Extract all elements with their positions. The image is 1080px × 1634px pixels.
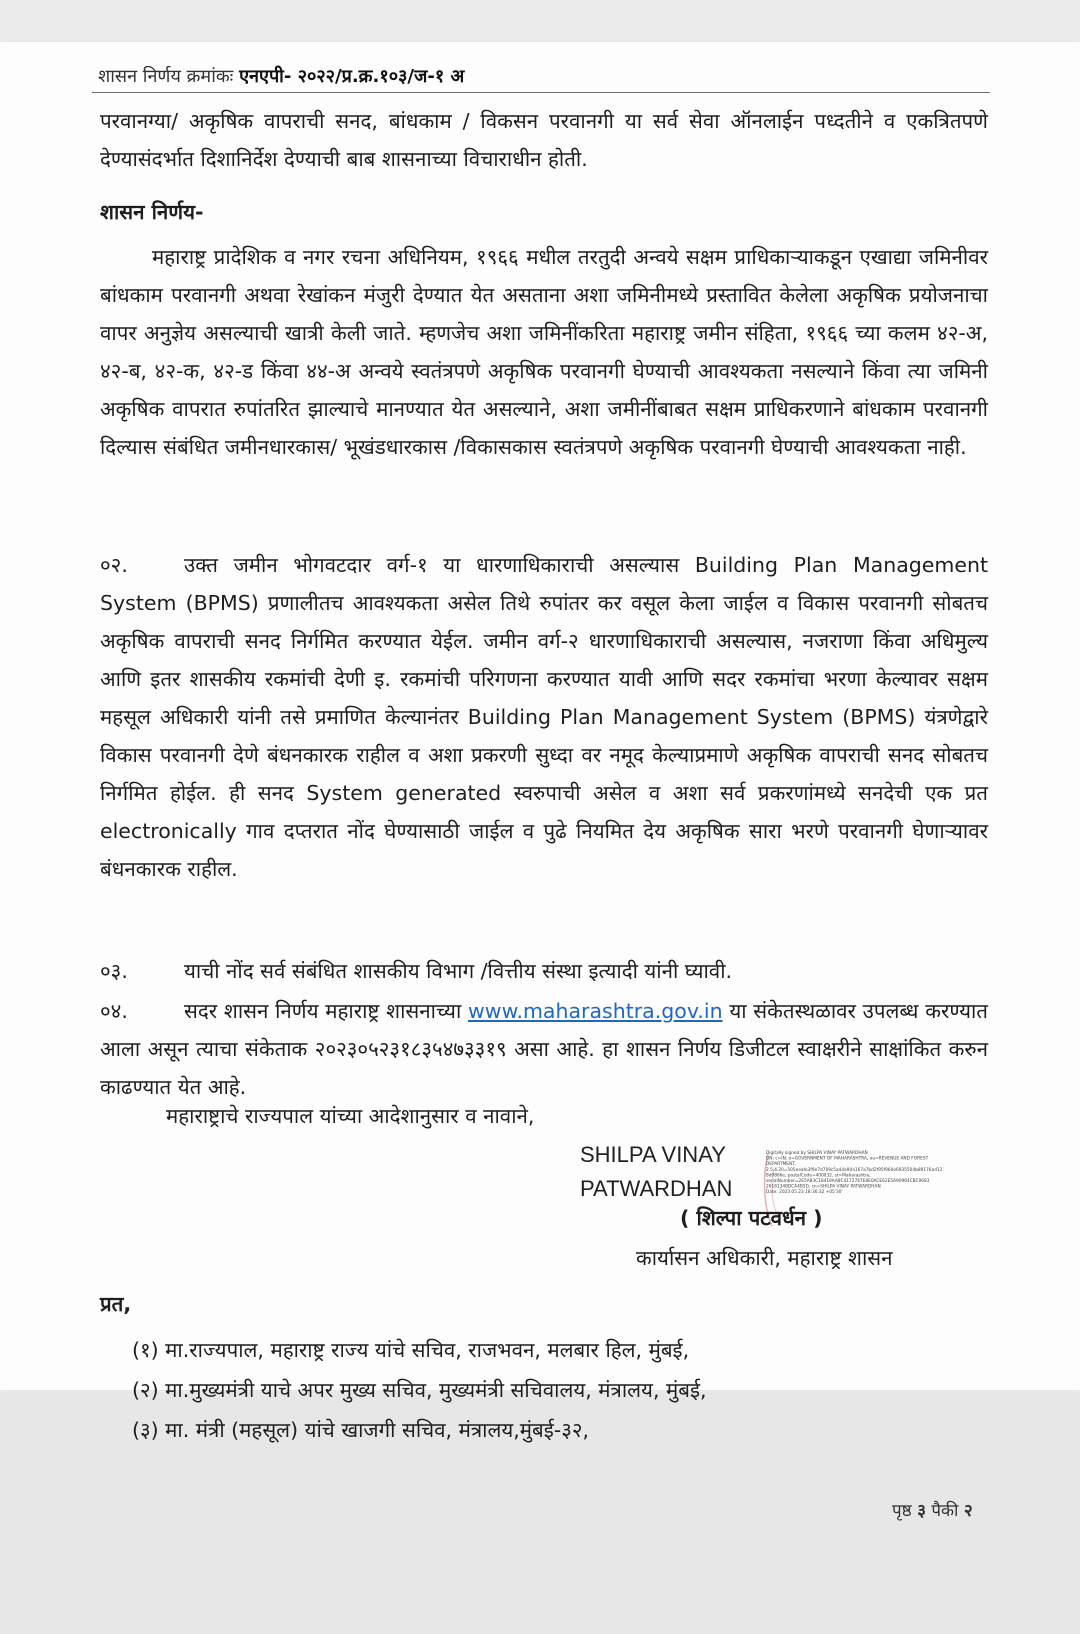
page-number-prefix: पृष्ठ <box>892 1501 912 1521</box>
clause-04 <box>100 992 988 1106</box>
gr-number: एनएपी- २०२२/प्र.क्र.१०३/ज-१ अ <box>239 66 465 87</box>
authority-line: महाराष्ट्राचे राज्यपाल यांच्या आदेशानुसार व नावाने, <box>166 1104 535 1128</box>
signature-stamp-line: 2.5.4.20=505eeafe3f9e7d709c5a44a90a167a7bd2f95f960e6935504b89176ad12 <box>766 1167 943 1173</box>
decision-paragraph: महाराष्ट्र प्रादेशिक व नगर रचना अधिनियम, १९६६ मधील तरतुदी अन्वये सक्षम प्राधिकाऱ्याकडून एखाद्या जमिनीवर बांधकाम परवानगी अथवा रेखांकन मंजुरी देण्यात येत असताना अशा जमिनीमध्ये प्रस्तावित केलेला अकृषिक प्रयोजनाचा वापर अनुज्ञेय असल्याची खात्री केली जाते. म्हणजेच अशा जमिनींकरिता महाराष्ट्र जमीन संहिता, १९६६ च्या कलम ४२-अ, ४२-ब, ४२-क, ४२-ड किंवा ४४-अ अन्वये स्वतंत्रपणे अकृषिक परवानगी घेण्याची आवश्यकता नसल्याने किंवा त्या जमिनी अकृषिक वापरात रुपांतरित झाल्याचे मानण्यात येत असल्याने, अशा जमीनींबाबत सक्षम प्राधिकरणाने बांधकाम परवानगी दिल्यास संबंधित जमीनधारकास/ भूखंडधारकास /विकासकास स्वतंत्रपणे अकृषिक परवानगी घेण्याची आवश्यकता नाही. <box>100 245 988 459</box>
website-link[interactable]: www.maharashtra.gov.in <box>468 999 723 1023</box>
signatory-designation: कार्यासन अधिकारी, महाराष्ट्र शासन <box>636 1246 893 1270</box>
signature-stamp-line: DN: c=IN, o=GOVERNMENT OF MAHARASHTRA, ou=REVENUE AND FOREST <box>766 1156 929 1162</box>
intro-paragraph: परवानग्या/ अकृषिक वापराची सनद, बांधकाम / विकसन परवानगी या सर्व सेवा ऑनलाईन पध्दतीने व एकत्रितपणे देण्यासंदर्भात दिशानिर्देश देण्याची बाब शासनाच्या विचाराधीन होती. <box>100 109 988 171</box>
signature-stamp-line: 26161348DCA4B5D, cn=SHILPA VINAY PATWARDHAN <box>766 1184 881 1190</box>
document-header <box>98 64 988 88</box>
signature-stamp-line: Date: 2023.05.23 18:36:32 +05'30' <box>766 1190 843 1196</box>
signature-stamp-line: Digitally signed by SHILPA VINAY PATWARDHAN <box>766 1151 868 1156</box>
page-number-middle: पैकी <box>931 1501 959 1521</box>
list-item: (३) मा. मंत्री (महसूल) यांचे खाजगी सचिव, मंत्रालय,मुंबई-३२, <box>132 1418 590 1442</box>
clause-text-before: सदर शासन निर्णय महाराष्ट्र शासनाच्या <box>184 999 462 1023</box>
header-divider <box>92 92 990 93</box>
signature-stamp-line: 8d0866e, postalCode=400032, st=Maharashtra, <box>766 1173 871 1179</box>
copy-to-heading: प्रत, <box>100 1292 132 1316</box>
signatory-marathi-name: ( शिल्पा पटवर्धन ) <box>680 1206 823 1230</box>
clause-text-after: या संकेतस्थळावर उपलब्ध करण्यात आला असून त्याचा संकेताक २०२३०५२३१८३५४७३३१९ असा आहे. हा शासन निर्णय डिजीटल स्वाक्षरीने साक्षांकित करुन काढण्यात येत आहे. <box>100 999 988 1099</box>
clause-text: उक्त जमीन भोगवटदार वर्ग-१ या धारणाधिकाराची असल्यास Building Plan Management System (BPMS) प्रणालीतच आवश्यकता असेल तिथे रुपांतर कर वसूल केला जाईल व विकास परवानगी सोबतच अकृषिक वापराची सनद निर्गमित करण्यात येईल. जमीन वर्ग-२ धारणाधिकाराची असल्यास, नजराणा किंवा अधिमुल्य आणि इतर शासकीय रकमांची देणी इ. रकमांची परिगणना करण्यात यावी आणि सदर रकमांचा भरणा केल्यावर सक्षम महसूल अधिकारी यांनी तसे प्रमाणित केल्यानंतर Building Plan Management System (BPMS) यंत्रणेद्वारे विकास परवानगी देणे बंधनकारक राहील व अशा प्रकरणी सुध्दा वर नमूद केल्याप्रमाणे अकृषिक वापराची सनद सोबतच निर्गमित होईल. ही सनद System generated स्वरुपाची असेल व अशा सर्व प्रकरणांमध्ये सनदेची एक प्रत electronically गाव दप्तरात नोंद घेण्यासाठी जाईल व पुढे नियमित देय अकृषिक सारा भरणे परवानगी घेणाऱ्यावर बंधनकारक राहील. <box>100 553 988 881</box>
copy-to-list <box>132 1330 707 1450</box>
clause-number: ०३. <box>100 959 128 983</box>
decision-heading: शासन निर्णय- <box>100 200 204 224</box>
signature-stamp-line: serialNumber=2E5A83C18419AA8C4172767E8E0ACE62E5A90964CBC9683 <box>766 1179 930 1184</box>
list-item: (१) मा.राज्यपाल, महाराष्ट्र राज्य यांचे सचिव, राजभवन, मलबार हिल, मुंबई, <box>132 1338 690 1362</box>
page-number-current: ३ <box>917 1501 926 1521</box>
clause-02 <box>100 546 988 888</box>
page-number-total: २ <box>963 1501 973 1521</box>
gr-number-label: शासन निर्णय क्रमांकः <box>98 66 234 87</box>
clause-number: ०२. <box>100 553 128 577</box>
page-number <box>892 1498 973 1521</box>
list-item: (२) मा.मुख्यमंत्री याचे अपर मुख्य सचिव, मुख्यमंत्री सचिवालय, मंत्रालय, मुंबई, <box>132 1378 707 1402</box>
clause-03 <box>100 952 988 990</box>
clause-text: याची नोंद सर्व संबंधित शासकीय विभाग /वित्तीय संस्था इत्यादी यांनी घ्यावी. <box>184 959 733 983</box>
signature-stamp-line: DEPARTMENT, <box>766 1162 797 1168</box>
signatory-name-line1: SHILPA VINAY <box>580 1142 726 1167</box>
signatory-name-line2: PATWARDHAN <box>580 1176 733 1201</box>
clause-number: ०४. <box>100 999 128 1023</box>
signatory-name <box>580 1138 732 1206</box>
